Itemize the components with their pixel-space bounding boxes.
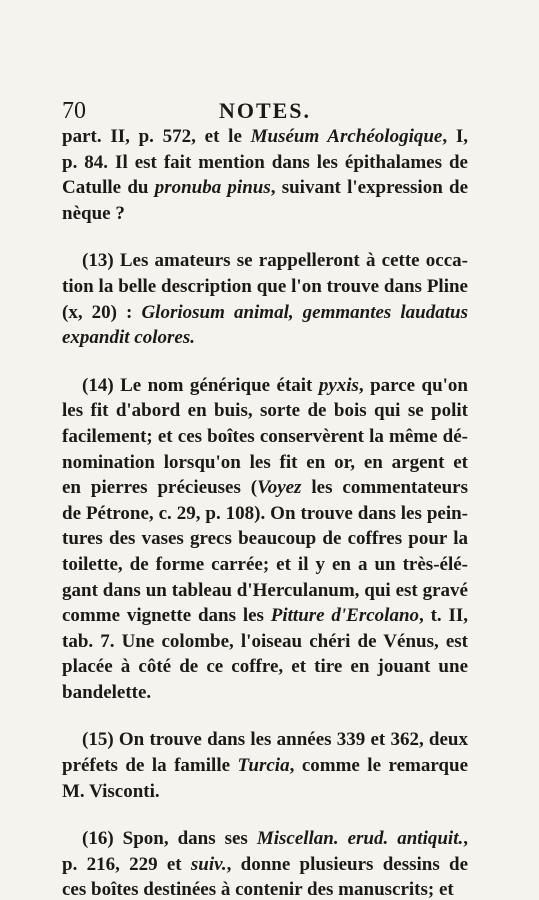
- text-span: , parce qu'on: [358, 374, 469, 396]
- text-span: de Pétrone, c. 29, p. 108). On trouve dans les pein-: [62, 502, 468, 524]
- running-head: NOTES.: [218, 98, 312, 123]
- text-span: (13) Les amateurs se rappelleront à cette occa-: [82, 250, 468, 272]
- text-line: [62, 300, 468, 326]
- notes-body: [62, 124, 468, 900]
- text-line: [62, 779, 468, 805]
- text-span: facilement; et ces boîtes conservèrent la même dé-: [62, 425, 468, 447]
- text-span: M. Visconti.: [62, 780, 160, 802]
- text-span: bandelette.: [62, 681, 152, 703]
- text-span: tion la belle description que l'on trouve dans Pline: [62, 275, 468, 297]
- text-span: , t. II,: [419, 605, 468, 627]
- note-paragraph: [62, 826, 468, 900]
- text-line: [62, 727, 468, 753]
- text-span: les commentateurs: [301, 477, 468, 499]
- text-line: [62, 175, 468, 201]
- note-paragraph: [62, 124, 468, 226]
- text-span: p. 216, 229 et: [62, 853, 191, 875]
- text-span: II: [110, 126, 126, 147]
- text-line: [62, 852, 468, 878]
- text-span: p. 84. Il est fait mention dans les épithalames de: [62, 151, 468, 173]
- italic-text: Gloriosum animal, gemmantes laudatus: [141, 301, 468, 323]
- text-line: [62, 475, 468, 501]
- text-line: [62, 603, 468, 629]
- text-span: toilette, de forme carrée; et il y en a un très-élé-: [62, 553, 468, 575]
- text-line: [62, 150, 468, 176]
- text-span: ces boîtes destinées à contenir des manuscrits; et: [62, 879, 454, 900]
- text-line: [62, 398, 468, 424]
- text-span: , donne plusieurs dessins de: [226, 853, 468, 875]
- text-span: les fit d'abord en buis, sorte de bois qui se polit: [62, 400, 468, 422]
- italic-text: Turcia: [237, 755, 290, 777]
- text-line: [62, 201, 468, 227]
- text-span: , comme le remarque: [289, 755, 468, 777]
- italic-text: Voyez: [257, 477, 302, 499]
- text-span: en pierres précieuses (: [62, 477, 258, 499]
- text-span: (16) Spon, dans ses: [82, 828, 257, 850]
- text-span: , p. 572, et le: [125, 126, 251, 147]
- italic-text: Muséum Archéologique: [250, 126, 443, 147]
- text-line: [62, 654, 468, 680]
- text-span: tab. 7. Une colombe, l'oiseau chéri de Vénus, est: [62, 630, 468, 652]
- text-line: [62, 248, 468, 274]
- note-paragraph: [62, 373, 468, 706]
- text-span: comme vignette dans les: [62, 605, 271, 627]
- paragraph-gap: [62, 804, 468, 826]
- text-span: part.: [62, 126, 111, 147]
- paragraph-gap: [62, 705, 468, 727]
- italic-text: suiv.: [190, 853, 227, 875]
- text-line: [62, 124, 468, 150]
- text-line: [62, 274, 468, 300]
- text-span: ,: [463, 828, 468, 850]
- italic-text: pronuba pinus: [154, 177, 271, 199]
- text-line: [62, 753, 468, 779]
- page-number: 70: [62, 98, 86, 124]
- text-line: [62, 501, 468, 527]
- text-span: préfets de la famille: [62, 755, 238, 777]
- page-header: [62, 96, 468, 126]
- italic-text: Miscellan. erud. antiquit.: [256, 828, 464, 850]
- paragraph-gap: [62, 351, 468, 373]
- italic-text: expandit colores.: [62, 327, 195, 349]
- text-span: , suivant l'expression de: [270, 177, 468, 199]
- italic-text: Pitture d'Ercolano: [270, 605, 420, 627]
- text-line: [62, 552, 468, 578]
- text-line: [62, 578, 468, 604]
- text-line: [62, 424, 468, 450]
- text-span: (14) Le nom générique était: [82, 374, 319, 396]
- text-span: tures des vases grecs beaucoup de coffres pour la: [62, 528, 468, 550]
- text-span: Catulle du: [62, 177, 155, 199]
- text-line: [62, 526, 468, 552]
- text-line: [62, 877, 468, 900]
- text-line: [62, 325, 468, 351]
- text-line: [62, 629, 468, 655]
- italic-text: pyxis: [318, 374, 359, 396]
- text-span: placée à côté de ce coffre, et tire en jouant une: [62, 656, 468, 678]
- note-paragraph: [62, 248, 468, 350]
- text-line: [62, 450, 468, 476]
- text-span: , I,: [442, 126, 468, 147]
- text-line: [62, 680, 468, 706]
- text-span: gant dans un tableau d'Herculanum, qui est gravé: [62, 579, 468, 601]
- text-span: (15) On trouve dans les années 339 et 362, deux: [82, 729, 468, 751]
- text-line: [62, 826, 468, 852]
- text-span: nèque ?: [62, 202, 125, 224]
- text-line: [62, 373, 468, 399]
- text-span: (x, 20) :: [62, 301, 142, 323]
- note-paragraph: [62, 727, 468, 804]
- paragraph-gap: [62, 226, 468, 248]
- text-span: nomination lorsqu'on les fit en or, en argent et: [62, 451, 468, 473]
